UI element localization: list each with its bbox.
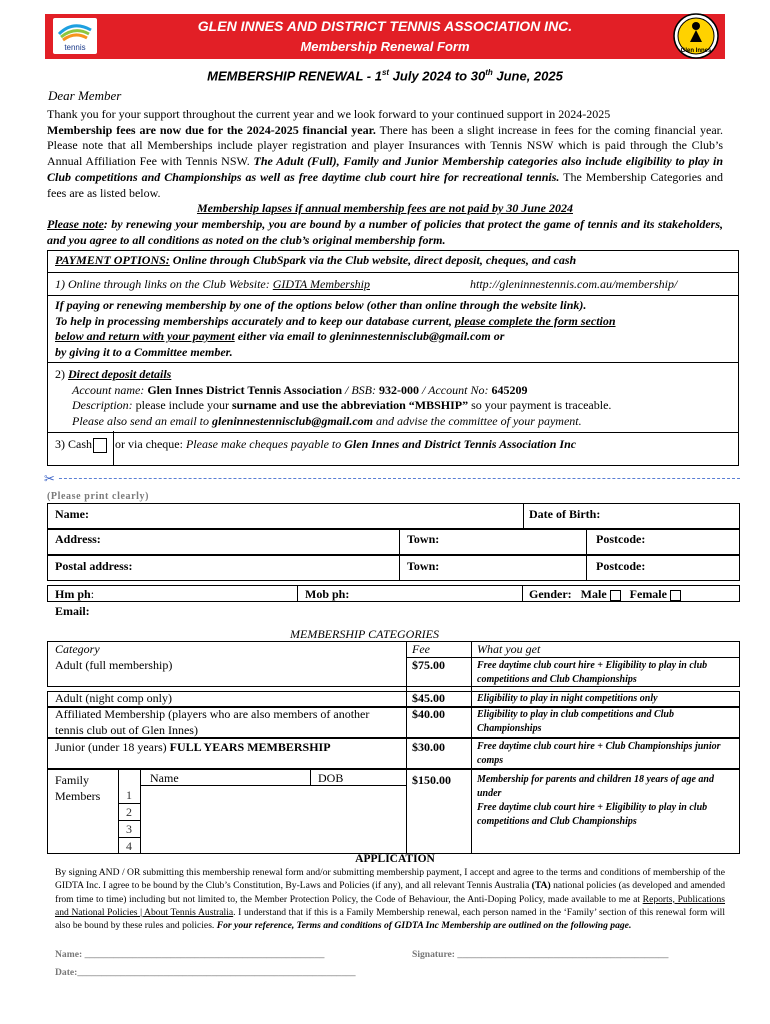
svg-text:tennis: tennis [64, 43, 86, 52]
cash-checkbox[interactable] [93, 438, 107, 453]
gidta-membership-link[interactable]: GIDTA Membership [272, 277, 370, 291]
svg-text:Glen Innes: Glen Innes [680, 48, 712, 54]
date-line[interactable]: Date:__________________________________________________________ [55, 967, 356, 978]
club-crest-logo [670, 12, 722, 60]
family-fee: $150.00 [412, 773, 451, 787]
processing-note: If paying or renewing membership by one of the options below (other than online through the website link). To help in processing memberships accurately and to keep our database current, please complete the form section below and return with your payment either via email to gleninnestennisclub@gmail.com or by giving it to a Committee member. [55, 298, 616, 359]
family-member-number: 4 [126, 839, 132, 853]
payment-options-box [47, 250, 739, 466]
category-fee: $45.00 [412, 691, 445, 705]
category-fee: $30.00 [412, 740, 445, 754]
membership-url[interactable]: http://gleninnestennis.com.au/membership/ [470, 277, 678, 291]
dob-field[interactable]: Date of Birth: [529, 507, 601, 521]
male-checkbox[interactable] [610, 590, 621, 601]
applicant-name-line[interactable]: Name: __________________________________________________ [55, 949, 325, 960]
category-name: Adult (full membership) [55, 658, 173, 672]
categories-heading: MEMBERSHIP CATEGORIES [290, 627, 439, 641]
form-name: Membership Renewal Form [300, 39, 470, 54]
town-field[interactable]: Town: [407, 532, 440, 546]
mobile-phone-field[interactable]: Mob ph: [305, 587, 350, 601]
renewal-period-title: MEMBERSHIP RENEWAL - 1st July 2024 to 30th June, 2025 [207, 68, 563, 84]
category-benefit: Free daytime club court hire + Club Championships junior comps [477, 741, 721, 766]
policies-link[interactable]: Reports, Publications and National Policies | About Tennis Australia [55, 893, 726, 918]
category-benefit: Eligibility to play in night competitions only [477, 693, 658, 704]
category-name: Adult (night comp only) [55, 691, 172, 705]
category-benefit: Eligibility to play in club competitions and Club Championships [477, 709, 674, 734]
family-label: Family Members [55, 773, 101, 803]
lapse-notice: Membership lapses if annual membership fees are not paid by 30 June 2024 [196, 201, 573, 216]
greeting: Dear Member [48, 88, 122, 103]
family-col-dob: DOB [318, 771, 344, 785]
header-banner [45, 14, 725, 59]
postal-postcode-field[interactable]: Postcode: [596, 559, 646, 573]
postcode-field[interactable]: Postcode: [596, 532, 646, 546]
cut-line [44, 478, 740, 479]
category-name: Junior (under 18 years) FULL YEARS MEMBERSHIP [55, 740, 331, 754]
female-checkbox[interactable] [670, 590, 681, 601]
direct-deposit-section: 2) Direct deposit details Account name: Glen Innes District Tennis Association / BSB: 932-000 / Account No: 645209 Description: please include your surname and use the abbreviation “MBSHIP” so your payment is traceable. Please also send an email to gleninnestennisclub@gmail.com and advise the committee of your payment. [55, 367, 612, 428]
signature-line[interactable]: Signature: ____________________________________________ [412, 949, 669, 960]
name-field[interactable]: Name: [55, 507, 89, 521]
col-fee: Fee [412, 642, 430, 656]
family-col-name: Name [150, 771, 179, 785]
intro-paragraph: Thank you for your support throughout the current year and we look forward to your continued support in 2024-2025 Membership fees are now due for the 2024-2025 financial year. There has been a slight increase in fees for the coming financial year. Please note that all Memberships include player registration and player Insurances with Tennis NSW which is paid through the Club’s Annual Affiliation Fee with Tennis NSW. The Adult (Full), Family and Junior Membership categories also include eligibility to play in Club competitions and Championships as well as free daytime club court hire for recreational tennis. The Membership Categories and fees are as listed below. Membership lapses if annual membership fees are not paid by 30 June 2024 Please note: by renewing your membership, you are bound by a number of policies that protect the game of tennis and its stakeholders, and you agree to all conditions as noted on the club’s original membership form. [47, 107, 723, 247]
postal-town-field[interactable]: Town: [407, 559, 440, 573]
family-benefit: Membership for parents and children 18 years of age and under Free daytime club court hire + Eligibility to play in club competitions and Club Championships [477, 774, 714, 827]
org-name: GLEN INNES AND DISTRICT TENNIS ASSOCIATION INC. [197, 18, 573, 34]
category-fee: $40.00 [412, 707, 445, 721]
home-phone-field[interactable]: Hm ph: [55, 587, 95, 601]
scissors-icon: ✂ [44, 471, 55, 486]
payment-option-online: 1) Online through links on the Club Website: GIDTA Membership [55, 277, 370, 291]
cash-divider [113, 431, 114, 466]
family-member-number: 3 [126, 822, 132, 836]
tennis-logo [53, 18, 97, 54]
col-category: Category [55, 642, 100, 656]
application-terms: By signing AND / OR submitting this membership renewal form and/or submitting membership payment, I accept and agree to the terms and conditions of membership of the GIDTA Inc. I agree to be bound by the Club’s Constitution, By-Laws and Policies (if any), and all relevant Tennis Australia (TA) national policies (as developed and amended from time to time) including but not limited to, the Member Protection Policy, the Code of Behaviour, the Anti-Doping Policy, made available to me at Reports, Publications and National Policies | About Tennis Australia. I understand that if this is a Family Membership renewal, each person named in the ‘Family’ section of this renewal form will also be bound by these rules and policies. For your reference, Terms and conditions of GIDTA Inc Membership are outlined on the following page. [55, 867, 726, 932]
category-benefit: Free daytime club court hire + Eligibility to play in club competitions and Club Championships [477, 660, 708, 685]
payment-heading: PAYMENT OPTIONS: Online through ClubSpark via the Club website, direct deposit, cheques, and cash [55, 253, 577, 267]
address-field[interactable]: Address: [55, 532, 101, 546]
cash-cheque-option: 3) Cash or via cheque: Please make cheques payable to Glen Innes and District Tennis Association Inc [55, 437, 577, 451]
gender-field: Gender: Male Female [529, 587, 681, 602]
col-what-you-get: What you get [477, 642, 541, 656]
family-member-number: 1 [126, 788, 132, 802]
postal-address-field[interactable]: Postal address: [55, 559, 133, 573]
category-fee: $75.00 [412, 658, 445, 672]
family-member-number: 2 [126, 805, 132, 819]
category-name: Affiliated Membership (players who are also members of another tennis club out of Glen Innes) [55, 707, 370, 737]
email-field[interactable]: Email: [55, 604, 90, 618]
print-clearly-note: (Please print clearly) [47, 491, 150, 502]
application-heading: APPLICATION [355, 853, 435, 865]
